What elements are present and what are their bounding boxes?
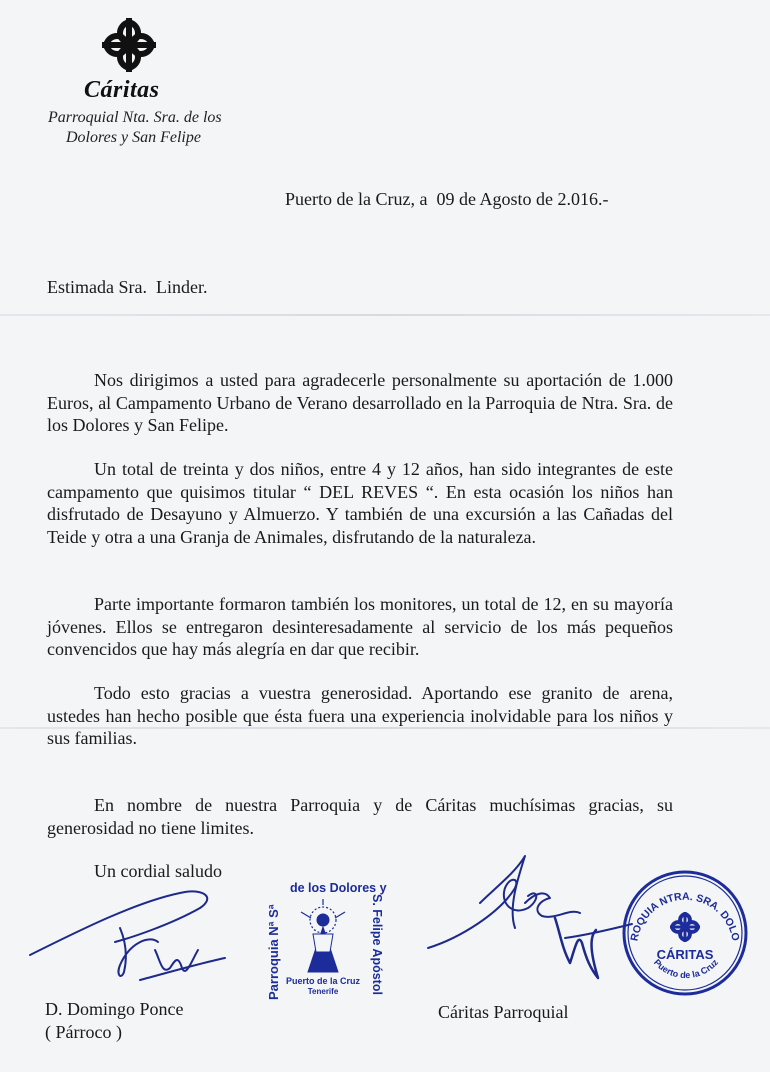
org-name: Cáritas xyxy=(84,77,160,103)
priest-role: ( Párroco ) xyxy=(45,1022,122,1042)
caritas-signature-label: Cáritas Parroquial xyxy=(438,1002,569,1022)
parish-stamp-island: Tenerife xyxy=(307,987,339,996)
parish-stamp-right-text: S. Felipe Apóstol xyxy=(370,894,384,995)
paragraph-1: Nos dirigimos a usted para agradecerle personalmente su aportación de 1.000 Euros, al Campamento Urbano de Verano desarrollado en la Parroquia de Ntra. Sra. de los Dolores y San Felipe. xyxy=(47,370,673,435)
org-sub-line-1: Parroquial Nta. Sra. de los xyxy=(48,109,222,126)
parish-stamp-city: Puerto de la Cruz xyxy=(285,976,361,986)
org-sub-line-2: Dolores y San Felipe xyxy=(66,129,201,146)
closing: Un cordial saludo xyxy=(94,861,222,881)
paragraph-4: Todo esto gracias a vuestra generosidad. Aportando ese granito de arena, ustedes han hecho posible que ésta fuera una experiencia inolvidable para los niños y sus familias. xyxy=(47,683,673,748)
parish-stamp-left-text: Parroquia Nª Sª xyxy=(266,904,281,1000)
caritas-stamp-cross-icon xyxy=(670,912,700,942)
priest-name: D. Domingo Ponce xyxy=(45,999,184,1019)
parish-stamp xyxy=(268,872,398,1012)
paragraph-2: Un total de treinta y dos niños, entre 4 y 12 años, han sido integrantes de este campamento que quisimos titular “ DEL REVES “. En esta ocasión los niños han disfrutado de Desayuno y Almuerzo. Y también de una excursión a las Cañadas del Teide y otra a una Granja de Animales, disfrutando de la naturaleza. xyxy=(47,459,673,547)
virgin-figure-icon xyxy=(301,899,345,972)
greeting: Estimada Sra. Linder. xyxy=(47,277,208,297)
caritas-stamp-bottom-text: Puerto de la Cruz xyxy=(651,957,721,981)
caritas-stamp xyxy=(620,868,750,998)
paragraph-5: En nombre de nuestra Parroquia y de Cáritas muchísimas gracias, su generosidad no tiene limites. xyxy=(47,795,673,838)
caritas-cross-icon xyxy=(98,14,160,76)
date-line: Puerto de la Cruz, a 09 de Agosto de 2.016.- xyxy=(285,189,609,209)
parish-stamp-top-text: de los Dolores y xyxy=(290,881,387,895)
caritas-stamp-center-text: CÁRITAS xyxy=(656,947,714,962)
caritas-stamp-ring-text: ROQUIA NTRA. SRA. DOLO xyxy=(628,890,742,943)
caritas-signature xyxy=(420,848,640,988)
caritas-logo xyxy=(98,14,160,76)
priest-signature xyxy=(20,880,235,1000)
paragraph-3: Parte importante formaron también los monitores, un total de 12, en su mayoría jóvenes. Ellos se entregaron desinteresadamente al servicio de los más pequeños convencidos que hay más alegría en dar que recibir. xyxy=(47,594,673,659)
